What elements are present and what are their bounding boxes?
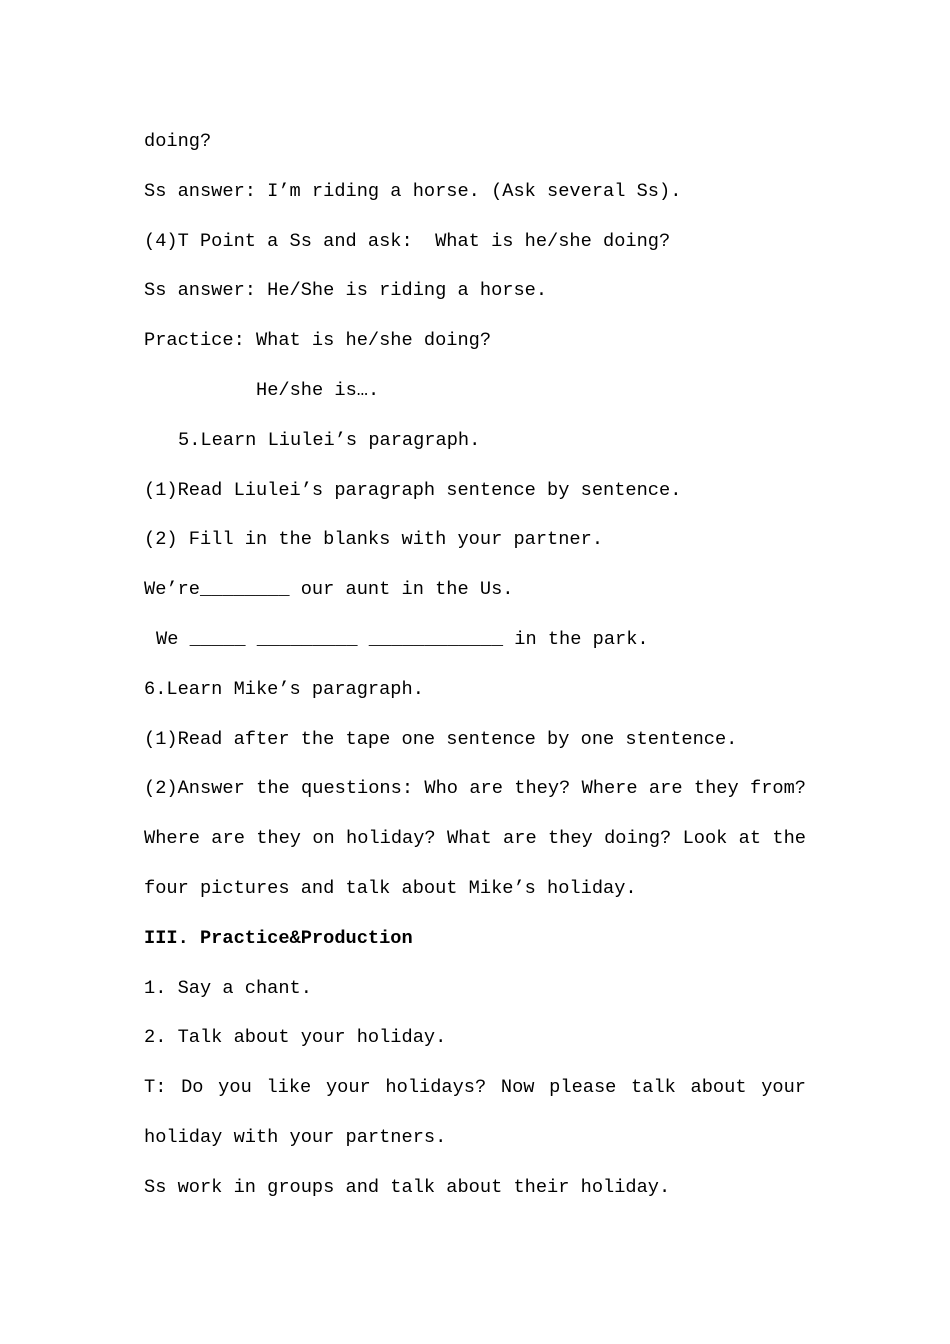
section-heading-practice-production: III. Practice&Production bbox=[144, 926, 413, 949]
text-line-learn-mike: 6.Learn Mike’s paragraph. bbox=[144, 677, 424, 700]
document-page bbox=[144, 117, 806, 1213]
text-line-blank-aunt: We’re________ our aunt in the Us. bbox=[144, 578, 514, 601]
text-line-doing: doing? bbox=[144, 130, 212, 152]
text-line-read-after-tape: (1)Read after the tape one sentence by one stentence. bbox=[144, 727, 738, 750]
text-line-read-liulei: (1)Read Liulei’s paragraph sentence by sentence. bbox=[144, 478, 682, 501]
text-line-point-and-ask: (4)T Point a Ss and ask: What is he/she doing? bbox=[144, 229, 671, 252]
text-line-learn-liulei: 5.Learn Liulei’s paragraph. bbox=[178, 428, 481, 451]
text-line-say-chant: 1. Say a chant. bbox=[144, 976, 312, 999]
text-line-ss-answer-he-she: Ss answer: He/She is riding a horse. bbox=[144, 279, 548, 302]
text-line-teacher-question: T: Do you like your holidays? Now please talk about your bbox=[144, 1076, 806, 1099]
text-line-four-pictures: four pictures and talk about Mike’s holiday. bbox=[144, 876, 637, 899]
text-line-fill-blanks: (2) Fill in the blanks with your partner. bbox=[144, 528, 604, 551]
text-line-where-holiday: Where are they on holiday? What are they doing? Look at the bbox=[144, 827, 806, 850]
text-line-holiday-partners: holiday with your partners. bbox=[144, 1125, 447, 1148]
text-line-talk-holiday: 2. Talk about your holiday. bbox=[144, 1026, 447, 1049]
text-line-groups-talk: Ss work in groups and talk about their holiday. bbox=[144, 1175, 671, 1198]
text-line-ss-answer-riding: Ss answer: I’m riding a horse. (Ask several Ss). bbox=[144, 179, 682, 202]
text-line-answer-questions: (2)Answer the questions: Who are they? Where are they from? bbox=[144, 777, 806, 800]
text-line-he-she-is: He/she is…. bbox=[256, 378, 380, 401]
text-line-blank-park: We _____ _________ ____________ in the park. bbox=[156, 627, 649, 650]
text-line-practice: Practice: What is he/she doing? bbox=[144, 329, 492, 352]
